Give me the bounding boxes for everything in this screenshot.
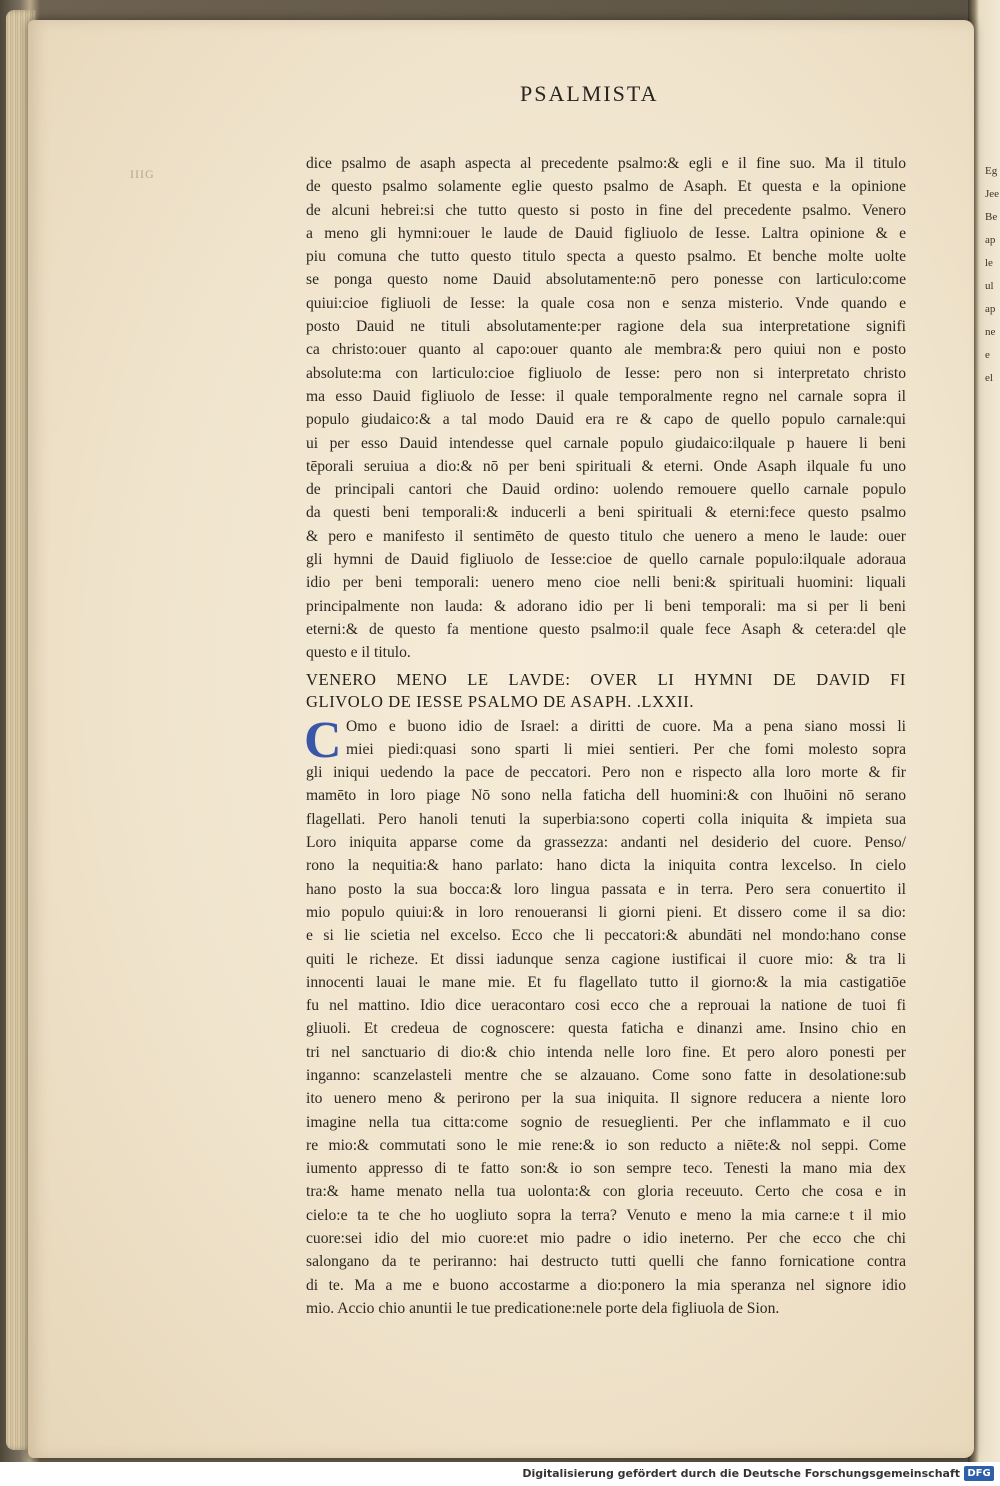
text-line: posto Dauid ne tituli absolutamente:per ragione dela sua interpretatione signifi bbox=[306, 318, 906, 336]
text-line: quiui:cioe figliuoli de Iesse: la quale cosa non e senza misterio. Vnde quando e bbox=[306, 294, 906, 312]
text-line: da questi beni temporali:& inducerli a beni spirituali & eterni:fece questo psalmo bbox=[306, 504, 906, 522]
text-line: idio per beni temporali: uenero meno cioe nelli beni:& spirituali huomini: liquali bbox=[306, 574, 906, 592]
text-line: piu comuna che tutto questo titulo specta a questo psalmo. Et benche molte uolte bbox=[306, 248, 906, 266]
psalm-line: flagellati. Pero hanoli tenuti la superbia:sono coperti colla iniquita & impieta sua bbox=[306, 810, 906, 828]
psalm-line: Loro iniquita apparse come da grassezza: andanti nel desiderio del cuore. Penso/ bbox=[306, 834, 906, 852]
text-line: absolute:ma con larticulo:cioe figliuolo de Iesse: pero non si interpretato christo bbox=[306, 364, 906, 382]
text-block bbox=[306, 152, 906, 1320]
text-line: dice psalmo de asaph aspecta al precedente psalmo:& egli e il fine suo. Ma il titulo bbox=[306, 155, 906, 172]
text-line: principalmente non lauda: & adorano idio per li beni temporali: ma si per li beni bbox=[306, 597, 906, 615]
footer-bar bbox=[0, 1462, 1000, 1486]
text-line: tēporali seruiua a dio:& nō per beni spirituali & eterni. Onde Asaph ilquale fu uno bbox=[306, 457, 906, 475]
text-line: de alcuni hebrei:si che tutto questo si posto in fine del precedente psalmo. Venero bbox=[306, 201, 906, 219]
psalm-line: hano posto la sua bocca:& loro lingua passata e in terra. Pero sera conuertito il bbox=[306, 880, 906, 898]
margin-fragment: ul bbox=[985, 280, 994, 292]
text-line: populo giudaico:& a tal modo Dauid era re & capo de quello populo carnale:qui bbox=[306, 411, 906, 429]
psalm-line: salongano da te periranno: hai destructo tutti quelli che fanno fornicatione contra bbox=[306, 1253, 906, 1271]
margin-fragment: e bbox=[985, 349, 990, 361]
psalm-line: fu nel mattino. Idio dice ueracontaro cosi ecco che a reprouai la natione de tuoi fi bbox=[306, 997, 906, 1015]
psalm-line: gli iniqui uedendo la pace de peccatori. Pero non e rispecto alla loro morte & fir bbox=[306, 764, 906, 782]
psalm-line: imagine nella tua citta:come sognio de resueglienti. Per che inflammato e il cuo bbox=[306, 1113, 906, 1131]
heading-line: GLIVOLO DE IESSE PSALMO DE ASAPH. .LXXII. bbox=[306, 691, 695, 711]
margin-fragment: ap bbox=[985, 303, 996, 315]
text-line: se ponga questo nome Dauid absolutamente:nō pero ponesse con larticulo:come bbox=[306, 271, 906, 289]
text-line: questo e il titulo. bbox=[306, 644, 411, 662]
psalm-line: mio. Accio chio anuntii le tue predicatione:nele porte dela figliuola de Sion. bbox=[306, 1299, 780, 1317]
heading-line: VENERO MENO LE LAVDE: OVER LI HYMNI DE DAVID FI bbox=[306, 669, 906, 689]
psalm-line: e si lie scietia nel excelso. Ecco che li peccatori:& abundāti nel mondo:hano conse bbox=[306, 927, 906, 945]
text-line: de questo psalmo solamente eglie questo psalmo de Asaph. Et questa e la opinione bbox=[306, 178, 906, 196]
margin-fragment: ne bbox=[985, 326, 996, 338]
margin-fragment: ap bbox=[985, 234, 996, 246]
psalm-line: Omo e buono idio de Israel: a diritti de cuore. Ma a pena siano mossi li bbox=[346, 717, 906, 735]
psalm-line: iumento appresso di te fatto son:& io son sempre teco. Tenesti la mano mia dex bbox=[306, 1160, 906, 1178]
dfg-logo: DFG bbox=[964, 1466, 994, 1481]
psalm-line: tra:& hame menato nella tua uolonta:& con gloria receuuto. Certo che cosa e in bbox=[306, 1183, 906, 1201]
psalm-text bbox=[304, 711, 906, 1321]
text-line: de principali cantori che Dauid ordino: uolendo remouere quello carnale populo bbox=[306, 481, 906, 499]
text-line: ca christo:ouer quanto al capo:ouer quanto ale membra:& pero quiui non e posto bbox=[306, 341, 906, 359]
text-line: eterni:& de questo fa mentione questo psalmo:il quale fece Asaph & cetera:del qle bbox=[306, 620, 906, 638]
psalm-line: inganno: scanzelasteli mentre che se alzauano. Come sono fatte in desolatione:sub bbox=[306, 1066, 906, 1084]
text-line: ui per esso Dauid intendesse quel carnale populo giudaico:ilquale p hauere li beni bbox=[306, 434, 906, 452]
psalm-heading bbox=[306, 669, 906, 713]
faint-margin-mark: IIIG bbox=[130, 167, 155, 181]
psalm-line: rono la nequitia:& hano parlato: hano dicta la iniquita contra lexcelso. In cielo bbox=[306, 857, 906, 875]
psalm-line: miei piedi:quasi sono sparti li miei sentieri. Per che fomi molesto sopra bbox=[346, 740, 906, 758]
facing-page-text-fragments bbox=[985, 160, 1000, 390]
psalm-line: ito uenero meno & perirono per la sua iniquita. Il signore reducera a niente loro bbox=[306, 1090, 906, 1108]
psalm-line: mamēto in loro piage Nō sono nella faticha dell huomini:& con lhuōini nō serano bbox=[306, 787, 906, 805]
margin-fragment: Jee bbox=[985, 188, 1000, 200]
margin-fragment: le bbox=[985, 257, 993, 269]
text-line: & pero e manifesto il sentimēto de questo titulo che uenero a meno le laude: ouer bbox=[306, 527, 906, 545]
text-line: a meno gli hymni:ouer le laude de Dauid figliuolo de Iesse. Laltra opinione & e bbox=[306, 224, 906, 242]
psalm-line: mio populo quiui:& in loro renoueransi li giorni pieni. Et dissero come il sa dio: bbox=[306, 903, 906, 921]
footer-credit: Digitalisierung gefördert durch die Deutsche Forschungsgemeinschaft bbox=[522, 1467, 960, 1480]
margin-fragment: el bbox=[985, 372, 993, 384]
psalm-body bbox=[304, 711, 906, 1321]
psalm-line: di te. Ma a me e buono accostarme a dio:ponero la mia speranza nel signore idio bbox=[306, 1276, 906, 1294]
text-line: gli hymni de Dauid figliuolo de Iesse:cioe de quello carnale populo:ilquale adoraua bbox=[306, 551, 906, 569]
psalm-line: cielo:e ta te che ho uogliuto sopra la terra? Venuto e meno la mia carne:e t il mio bbox=[306, 1206, 906, 1224]
margin-fragment: Eg bbox=[985, 165, 998, 177]
commentary-paragraph bbox=[306, 152, 906, 665]
psalm-line: innocenti lauai le mane mie. Et fu flagellato tutto il giorno:& la mia castigatiōe bbox=[306, 973, 906, 991]
psalm-line: tri nel sanctuario di dio:& chio intenda nelle loro fine. Et pero aloro ponesti per bbox=[306, 1043, 906, 1061]
margin-fragment: Be bbox=[985, 211, 998, 223]
psalm-line: cuore:sei idio del mio cuore:et mio padre o idio ineterno. Per che ecco che chi bbox=[306, 1230, 906, 1248]
text-line: ma esso Dauid figliuolo de Iesse: il quale temporalmente regno nel carnale sopra il bbox=[306, 387, 906, 405]
psalm-line: gliuoli. Et credeua de cognoscere: questa faticha e dinanzi ame. Insino chio en bbox=[306, 1020, 906, 1038]
drop-cap-initial: C bbox=[304, 711, 342, 769]
psalm-line: re mio:& commutati sono le mie rene:& io son reducto a niēte:& nol seppi. Come bbox=[306, 1136, 906, 1154]
psalm-line: quiti le richeze. Et dissi iadunque senza cagione iustificai il cuore mio: & tra li bbox=[306, 950, 906, 968]
running-head: PSALMISTA bbox=[520, 81, 659, 106]
